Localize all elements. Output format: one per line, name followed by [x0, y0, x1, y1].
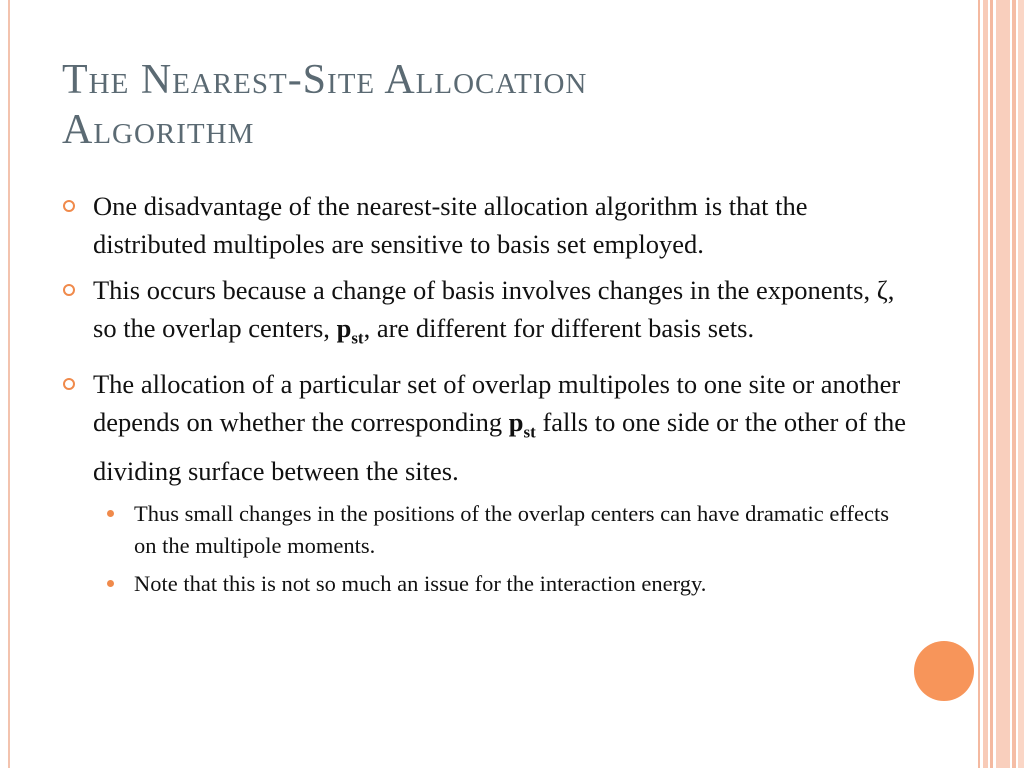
decorative-stripe — [983, 0, 988, 768]
math-subscript: st — [351, 328, 364, 348]
decorative-stripe — [1012, 0, 1016, 768]
sub-bullet-item-1 — [62, 498, 912, 562]
hollow-bullet-icon — [63, 378, 75, 390]
decorative-stripe — [978, 0, 980, 768]
bullet-text: One disadvantage of the nearest-site allocation algorithm is that the distributed multipoles are sensitive to basis set employed. — [93, 191, 808, 259]
bullet-text: This occurs because a change of basis involves changes in the exponents, ζ, so the overlap centers, — [93, 275, 895, 343]
sub-bullet-text: Note that this is not so much an issue for the interaction energy. — [134, 570, 707, 596]
bullet-item-2 — [62, 271, 912, 357]
hollow-bullet-icon — [63, 284, 75, 296]
title-line-1: The Nearest-Site Allocation — [62, 57, 588, 103]
bullet-item-3 — [62, 365, 912, 489]
sub-bullet-text: Thus small changes in the positions of the overlap centers can have dramatic effects on the multipole moments. — [134, 500, 889, 558]
math-subscript: st — [523, 422, 536, 442]
math-symbol-p: p — [336, 313, 352, 343]
slide-title — [62, 55, 922, 155]
decorative-stripe — [1018, 0, 1024, 768]
title-line-2: Algorithm — [62, 107, 255, 153]
math-symbol-p: p — [508, 407, 524, 438]
filled-bullet-icon — [107, 510, 114, 517]
hollow-bullet-icon — [63, 200, 75, 212]
decorative-circle — [914, 641, 974, 701]
bullet-text: The allocation of a particular set of overlap multipoles to one site or another depends on whether the corresponding — [93, 369, 901, 438]
decorative-stripe — [996, 0, 1010, 768]
decorative-stripe — [990, 0, 993, 768]
filled-bullet-icon — [107, 580, 114, 587]
sub-bullet-item-2 — [62, 568, 912, 600]
bullet-item-1 — [62, 187, 912, 263]
bullet-text-tail: falls to one side or the other of the dividing surface between the sites. — [93, 407, 906, 486]
bullet-list — [62, 187, 912, 606]
bullet-text-tail: , are different for different basis sets. — [363, 313, 755, 343]
left-border-line — [8, 0, 10, 768]
